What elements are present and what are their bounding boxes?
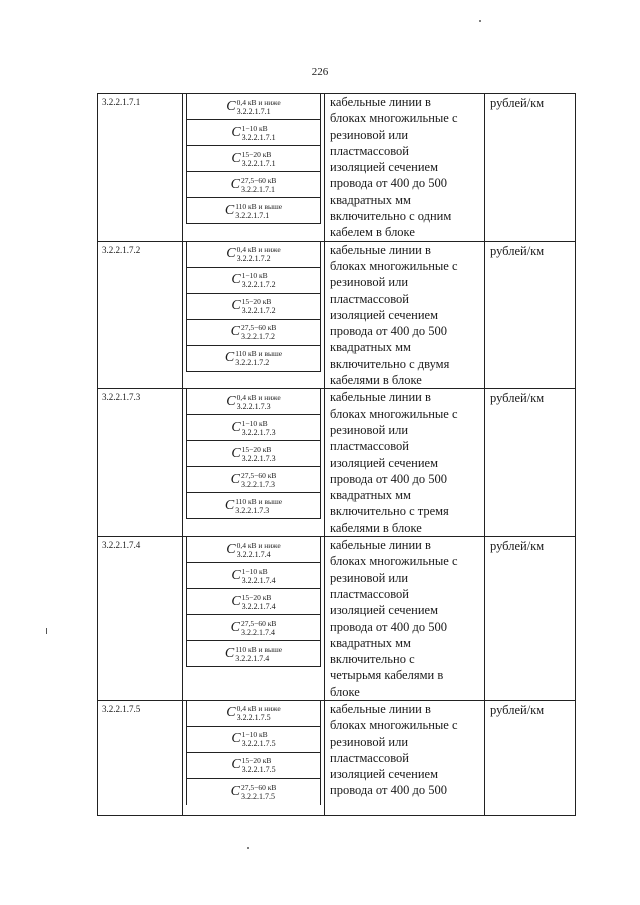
description-cell — [325, 537, 485, 701]
voltage-class: 110 кВ и выше — [235, 349, 283, 359]
symbol-scripts — [242, 593, 276, 611]
symbol-index: 3.2.2.1.7.5 — [241, 765, 276, 775]
table-row — [98, 94, 576, 242]
tariff-symbol — [186, 389, 321, 415]
symbol-scripts — [242, 730, 276, 748]
tariff-symbol-formula — [231, 619, 277, 637]
description-line: провода от 400 до 500 — [330, 783, 447, 798]
symbol-scripts — [237, 541, 281, 559]
description-line: пластмассовой — [330, 750, 409, 765]
symbol-letter: C — [231, 419, 241, 435]
row-code: 3.2.2.1.7.4 — [98, 537, 183, 701]
description-line: блоке — [330, 684, 360, 699]
tariff-symbol — [186, 701, 321, 727]
symbol-index: 3.2.2.1.7.1 — [235, 210, 270, 220]
symbol-scripts — [242, 124, 276, 142]
unit-cell: рублей/км — [485, 700, 576, 815]
description-line: провода от 400 до 500 — [330, 176, 447, 191]
symbol-list — [183, 94, 324, 224]
symbol-index: 3.2.2.1.7.3 — [236, 401, 271, 411]
scan-speck — [479, 20, 481, 22]
voltage-class: 27,5−60 кВ — [240, 618, 277, 628]
voltage-class: 0,4 кВ и ниже — [236, 392, 281, 402]
table-row — [98, 700, 576, 815]
description-line: включительно с — [330, 652, 415, 667]
voltage-class: 0,4 кВ и ниже — [236, 704, 281, 714]
unit-cell: рублей/км — [485, 241, 576, 389]
tariff-symbol — [186, 727, 321, 753]
description-line: включительно с тремя — [330, 504, 449, 519]
symbol-letter: C — [230, 471, 240, 487]
tariff-symbol-formula — [231, 297, 275, 315]
symbol-index: 3.2.2.1.7.4 — [236, 549, 271, 559]
voltage-class: 27,5−60 кВ — [240, 782, 277, 792]
tariff-symbol — [186, 589, 321, 615]
voltage-class: 15−20 кВ — [241, 297, 272, 307]
tariff-symbol — [186, 346, 321, 372]
tariff-symbol — [186, 641, 321, 667]
row-code: 3.2.2.1.7.1 — [98, 94, 183, 242]
tariff-symbol-formula — [231, 323, 277, 341]
symbol-scripts — [241, 323, 276, 341]
description-line: изоляцией сечением — [330, 603, 438, 618]
voltage-class: 1−10 кВ — [241, 123, 268, 133]
tariff-symbol-formula — [231, 419, 275, 437]
description-line: изоляцией сечением — [330, 307, 438, 322]
description-line: квадратных мм — [330, 192, 411, 207]
voltage-class: 110 кВ и выше — [235, 496, 283, 506]
description-line: провода от 400 до 500 — [330, 324, 447, 339]
description-line: пластмассовой — [330, 143, 409, 158]
symbol-index: 3.2.2.1.7.1 — [236, 106, 271, 116]
description-line: блоках многожильные с — [330, 111, 458, 126]
tariff-symbol — [186, 146, 321, 172]
symbol-letter: C — [231, 272, 241, 288]
symbol-index: 3.2.2.1.7.2 — [241, 306, 276, 316]
description-line: резиновой или — [330, 734, 409, 749]
tariff-symbol-formula — [231, 783, 277, 801]
description-line: пластмассовой — [330, 586, 409, 601]
description-line: резиновой или — [330, 570, 409, 585]
tariff-symbol — [186, 172, 321, 198]
description-line: включительно с двумя — [330, 356, 450, 371]
symbol-scripts — [241, 619, 276, 637]
symbol-scripts — [241, 783, 276, 801]
symbol-letter: C — [230, 619, 240, 635]
symbol-index: 3.2.2.1.7.3 — [240, 479, 275, 489]
symbol-letter: C — [224, 497, 235, 513]
voltage-class: 27,5−60 кВ — [240, 175, 277, 185]
unit-cell: рублей/км — [485, 94, 576, 242]
tariff-symbol-formula — [231, 730, 275, 748]
description-line: резиновой или — [330, 127, 409, 142]
symbol-list — [183, 389, 324, 519]
tariff-symbol — [186, 242, 321, 268]
symbol-cell — [183, 241, 325, 389]
description-cell — [325, 389, 485, 537]
tariff-symbol-formula — [231, 124, 275, 142]
voltage-class: 15−20 кВ — [241, 444, 272, 454]
voltage-class: 0,4 кВ и ниже — [236, 540, 281, 550]
symbol-letter: C — [231, 445, 241, 461]
tariff-symbol — [186, 198, 321, 224]
description-line: резиновой или — [330, 275, 409, 290]
symbol-index: 3.2.2.1.7.2 — [241, 280, 276, 290]
symbol-scripts — [235, 349, 282, 367]
tariff-symbol-formula — [231, 471, 277, 489]
description-cell — [325, 94, 485, 242]
page-number: 226 — [311, 66, 329, 78]
tariff-symbol-formula — [231, 567, 275, 585]
tariff-symbol — [186, 415, 321, 441]
symbol-index: 3.2.2.1.7.4 — [240, 627, 275, 637]
tariff-symbol-formula — [225, 202, 282, 220]
symbol-index: 3.2.2.1.7.2 — [235, 358, 270, 368]
description-line: провода от 400 до 500 — [330, 471, 447, 486]
tariff-symbol-formula — [231, 150, 275, 168]
symbol-scripts — [241, 471, 276, 489]
symbol-list — [183, 701, 324, 805]
symbol-letter: C — [226, 98, 236, 114]
symbol-index: 3.2.2.1.7.1 — [241, 158, 276, 168]
description-line: квадратных мм — [330, 340, 411, 355]
symbol-scripts — [235, 497, 282, 515]
symbol-index: 3.2.2.1.7.5 — [236, 713, 271, 723]
description-line: квадратных мм — [330, 635, 411, 650]
unit-cell: рублей/км — [485, 537, 576, 701]
symbol-letter: C — [231, 567, 241, 583]
table-row — [98, 241, 576, 389]
tariff-symbol — [186, 94, 321, 120]
symbol-scripts — [235, 202, 282, 220]
symbol-letter: C — [231, 757, 241, 773]
description-line: пластмассовой — [330, 439, 409, 454]
tariff-symbol-formula — [226, 541, 280, 559]
voltage-class: 1−10 кВ — [241, 730, 268, 740]
symbol-cell — [183, 389, 325, 537]
symbol-letter: C — [231, 593, 241, 609]
symbol-cell — [183, 700, 325, 815]
symbol-list — [183, 537, 324, 667]
unit-cell: рублей/км — [485, 389, 576, 537]
description-line: блоках многожильные с — [330, 718, 458, 733]
row-code: 3.2.2.1.7.3 — [98, 389, 183, 537]
tariff-symbol — [186, 441, 321, 467]
description-cell — [325, 700, 485, 815]
tariff-symbol — [186, 563, 321, 589]
tariff-table — [97, 93, 576, 816]
voltage-class: 15−20 кВ — [241, 149, 272, 159]
symbol-letter: C — [224, 645, 235, 661]
symbol-scripts — [242, 419, 276, 437]
symbol-scripts — [237, 704, 281, 722]
symbol-index: 3.2.2.1.7.1 — [241, 132, 276, 142]
symbol-index: 3.2.2.1.7.2 — [240, 332, 275, 342]
symbol-scripts — [242, 445, 276, 463]
symbol-letter: C — [226, 246, 236, 262]
description-line: кабелями в блоке — [330, 520, 422, 535]
description-line: кабельные линии в — [330, 390, 431, 405]
description-cell — [325, 241, 485, 389]
table-row — [98, 537, 576, 701]
voltage-class: 0,4 кВ и ниже — [236, 245, 281, 255]
symbol-scripts — [242, 567, 276, 585]
description-line: изоляцией сечением — [330, 455, 438, 470]
symbol-letter: C — [224, 202, 235, 218]
symbol-index: 3.2.2.1.7.3 — [241, 453, 276, 463]
symbol-letter: C — [231, 731, 241, 747]
tariff-symbol — [186, 537, 321, 563]
tariff-symbol — [186, 294, 321, 320]
symbol-index: 3.2.2.1.7.4 — [241, 601, 276, 611]
description-line: кабельные линии в — [330, 95, 431, 109]
symbol-index: 3.2.2.1.7.4 — [235, 653, 270, 663]
symbol-letter: C — [231, 124, 241, 140]
symbol-letter: C — [226, 393, 236, 409]
symbol-letter: C — [224, 350, 235, 366]
symbol-letter: C — [226, 705, 236, 721]
description-line: кабельные линии в — [330, 538, 431, 553]
symbol-index: 3.2.2.1.7.3 — [235, 505, 270, 515]
symbol-index: 3.2.2.1.7.5 — [241, 739, 276, 749]
tariff-symbol-formula — [231, 445, 275, 463]
description-line: кабелями в блоке — [330, 373, 422, 388]
symbol-scripts — [241, 176, 276, 194]
description-line: блоках многожильные с — [330, 406, 458, 421]
symbol-index: 3.2.2.1.7.2 — [236, 254, 271, 264]
symbol-scripts — [242, 150, 276, 168]
symbol-letter: C — [231, 150, 241, 166]
voltage-class: 1−10 кВ — [241, 566, 268, 576]
tariff-symbol — [186, 467, 321, 493]
voltage-class: 27,5−60 кВ — [240, 470, 277, 480]
table-row — [98, 389, 576, 537]
description-line: резиновой или — [330, 422, 409, 437]
tariff-symbol — [186, 779, 321, 805]
tariff-symbol-formula — [231, 271, 275, 289]
voltage-class: 1−10 кВ — [241, 418, 268, 428]
tariff-symbol — [186, 320, 321, 346]
symbol-scripts — [237, 393, 281, 411]
tariff-symbol — [186, 120, 321, 146]
description-line: провода от 400 до 500 — [330, 619, 447, 634]
tariff-symbol-formula — [231, 176, 277, 194]
symbol-scripts — [242, 756, 276, 774]
description-line: кабельные линии в — [330, 701, 431, 716]
tariff-symbol — [186, 268, 321, 294]
symbol-index: 3.2.2.1.7.3 — [241, 427, 276, 437]
symbol-index: 3.2.2.1.7.5 — [240, 791, 275, 801]
tariff-symbol — [186, 615, 321, 641]
symbol-letter: C — [230, 324, 240, 340]
symbol-scripts — [242, 271, 276, 289]
voltage-class: 110 кВ и выше — [235, 644, 283, 654]
row-code: 3.2.2.1.7.2 — [98, 241, 183, 389]
row-code: 3.2.2.1.7.5 — [98, 700, 183, 815]
symbol-cell — [183, 94, 325, 242]
voltage-class: 27,5−60 кВ — [240, 323, 277, 333]
tariff-symbol-formula — [226, 245, 280, 263]
symbol-scripts — [237, 98, 281, 116]
symbol-scripts — [237, 245, 281, 263]
tariff-symbol — [186, 493, 321, 519]
description-line: кабелем в блоке — [330, 225, 415, 240]
description-line: блоках многожильные с — [330, 258, 458, 273]
symbol-index: 3.2.2.1.7.4 — [241, 575, 276, 585]
tariff-symbol-formula — [225, 349, 282, 367]
description-line: пластмассовой — [330, 291, 409, 306]
symbol-letter: C — [230, 176, 240, 192]
voltage-class: 15−20 кВ — [241, 592, 272, 602]
voltage-class: 1−10 кВ — [241, 271, 268, 281]
description-line: блоках многожильные с — [330, 554, 458, 569]
tariff-symbol-formula — [225, 645, 282, 663]
symbol-cell — [183, 537, 325, 701]
symbol-letter: C — [231, 298, 241, 314]
voltage-class: 110 кВ и выше — [235, 201, 283, 211]
voltage-class: 15−20 кВ — [241, 756, 272, 766]
tariff-symbol-formula — [226, 704, 280, 722]
description-line: включительно с одним — [330, 209, 452, 224]
tariff-symbol-formula — [226, 393, 280, 411]
tariff-symbol-formula — [231, 756, 275, 774]
description-line: кабельные линии в — [330, 242, 431, 257]
tariff-symbol-formula — [226, 98, 280, 116]
symbol-scripts — [235, 645, 282, 663]
symbol-scripts — [242, 297, 276, 315]
tariff-symbol — [186, 753, 321, 779]
description-line: квадратных мм — [330, 488, 411, 503]
table-body — [98, 94, 576, 816]
symbol-list — [183, 242, 324, 372]
description-line: четырьмя кабелями в — [330, 668, 444, 683]
description-line: изоляцией сечением — [330, 767, 438, 782]
symbol-letter: C — [226, 541, 236, 557]
symbol-index: 3.2.2.1.7.1 — [240, 184, 275, 194]
tariff-symbol-formula — [225, 497, 282, 515]
description-line: изоляцией сечением — [330, 160, 438, 175]
scan-speck — [247, 847, 249, 849]
scan-speck — [46, 628, 47, 634]
tariff-symbol-formula — [231, 593, 275, 611]
symbol-letter: C — [230, 783, 240, 799]
voltage-class: 0,4 кВ и ниже — [236, 97, 281, 107]
